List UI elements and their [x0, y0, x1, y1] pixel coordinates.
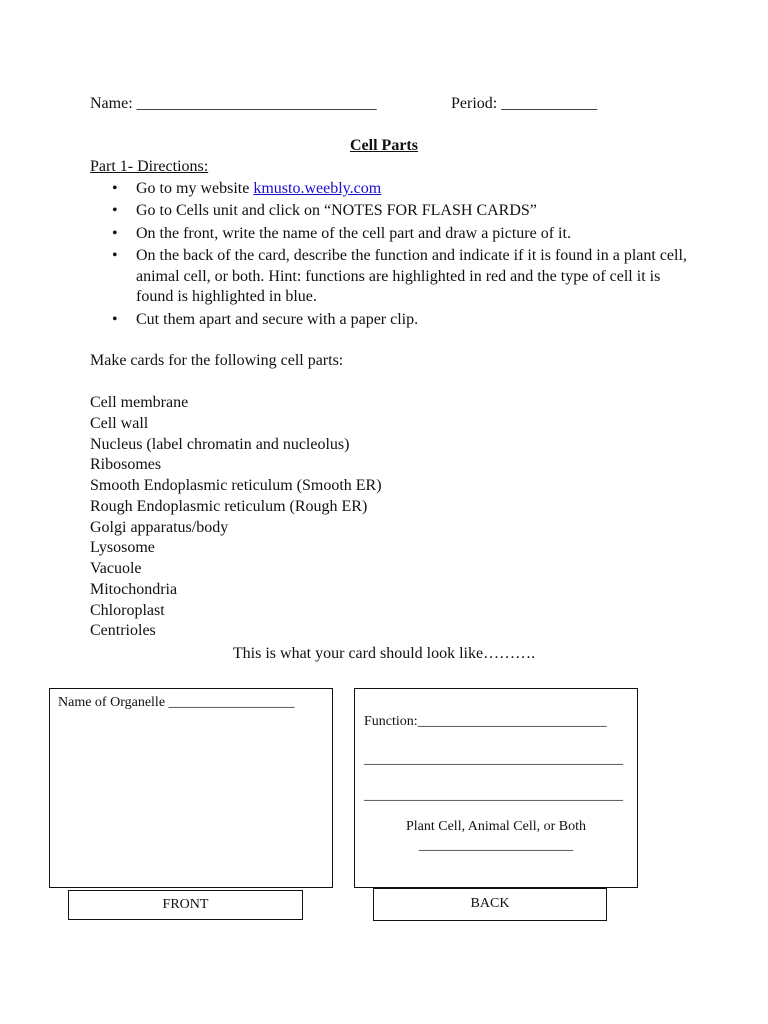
cell-part-item: Rough Endoplasmic reticulum (Rough ER)	[90, 497, 368, 515]
bullet-icon: •	[112, 224, 118, 242]
bullet-icon: •	[112, 246, 118, 264]
direction-text: On the back of the card, describe the function and indicate if it is found in a plant cell, animal cell, or both. Hint: functions are highlighted in red and the type of cell it is found is highlighted in blue.	[136, 246, 687, 306]
part1-heading: Part 1- Directions:	[90, 158, 209, 175]
function-label: Function:___________________________	[364, 714, 607, 729]
direction-item	[112, 246, 692, 308]
function-blank-line: _____________________________________	[364, 788, 623, 803]
cell-part-item: Chloroplast	[90, 601, 165, 619]
cell-part-item: Cell membrane	[90, 394, 189, 411]
direction-item	[112, 310, 692, 331]
cell-part-item: Cell wall	[90, 414, 149, 432]
name-field-label: Name: ______________________________	[90, 95, 377, 112]
cell-type-blank-line: ______________________	[419, 838, 573, 853]
cell-part-item: Nucleus (label chromatin and nucleolus)	[90, 435, 350, 453]
cell-part-item: Mitochondria	[90, 580, 178, 598]
function-blank-line: _____________________________________	[364, 752, 623, 767]
cell-type-prompt: Plant Cell, Animal Cell, or Both	[405, 819, 587, 834]
back-caption-box: BACK	[373, 888, 607, 921]
card-example-caption: This is what your card should look like……….	[232, 645, 536, 662]
front-caption-box: FRONT	[68, 890, 303, 920]
direction-item	[112, 179, 692, 200]
flash-card-back	[354, 688, 638, 888]
bullet-icon: •	[112, 202, 118, 220]
direction-item	[112, 201, 692, 222]
cell-part-item: Smooth Endoplasmic reticulum (Smooth ER)	[90, 477, 382, 494]
cell-parts-intro: Make cards for the following cell parts:	[90, 352, 344, 369]
bullet-icon: •	[112, 180, 118, 197]
cell-part-item: Golgi apparatus/body	[90, 518, 229, 536]
cell-part-item: Ribosomes	[90, 456, 162, 474]
cell-part-item: Vacuole	[90, 560, 142, 577]
cell-part-item: Lysosome	[90, 539, 155, 557]
bullet-icon: •	[112, 310, 118, 328]
page-title: Cell Parts	[350, 137, 418, 154]
website-link[interactable]: kmusto.weebly.com	[253, 180, 382, 197]
direction-text: On the front, write the name of the cell part and draw a picture of it.	[136, 224, 571, 242]
cell-part-item: Centrioles	[90, 622, 156, 640]
cell-parts-list	[90, 393, 382, 642]
flash-card-front	[49, 688, 333, 888]
organelle-name-label: Name of Organelle __________________	[58, 695, 295, 710]
direction-text: Go to Cells unit and click on “NOTES FOR FLASH CARDS”	[136, 202, 537, 220]
direction-item	[112, 224, 692, 245]
directions-list	[112, 179, 692, 332]
period-field-label: Period: ____________	[451, 95, 598, 112]
direction-text: Go to my website	[136, 180, 254, 197]
direction-text: Cut them apart and secure with a paper clip.	[136, 310, 419, 328]
